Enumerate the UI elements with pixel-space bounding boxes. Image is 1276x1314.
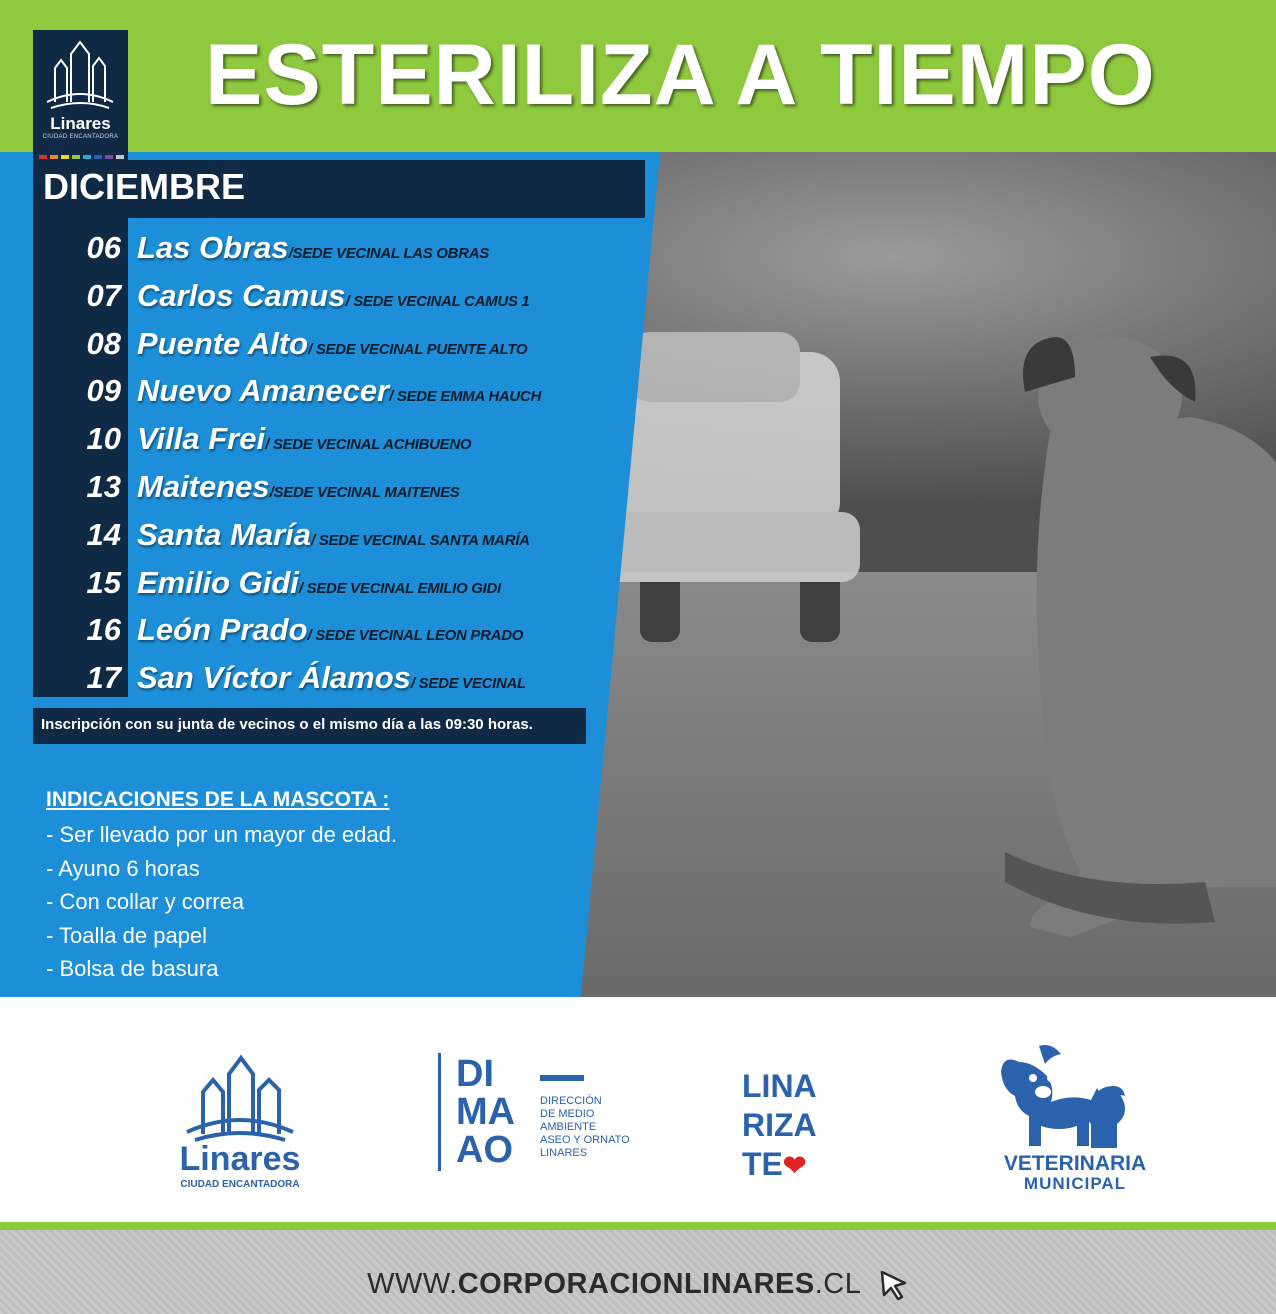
logo-color-dot bbox=[72, 155, 80, 159]
linarizate-line: TE bbox=[742, 1146, 783, 1182]
schedule-place: León Prado bbox=[137, 612, 308, 648]
dimao-text-line: DE MEDIO bbox=[540, 1108, 595, 1120]
inscription-note: Inscripción con su junta de vecinos o el mismo día a las 09:30 horas. bbox=[41, 716, 533, 733]
schedule-place: San Víctor Álamos bbox=[137, 660, 411, 696]
footer-linares-subtitle: CIUDAD ENCANTADORA bbox=[180, 1179, 300, 1190]
linarizate-line: LINA bbox=[742, 1068, 817, 1104]
schedule-row bbox=[33, 228, 653, 276]
castle-icon bbox=[33, 30, 128, 114]
schedule-row bbox=[33, 419, 653, 467]
logo-color-dot bbox=[50, 155, 58, 159]
schedule-row bbox=[33, 276, 653, 324]
schedule-row bbox=[33, 515, 653, 563]
schedule-place: Maitenes bbox=[137, 468, 270, 504]
indication-item: - Ser llevado por un mayor de edad. bbox=[46, 822, 397, 847]
month-label: DICIEMBRE bbox=[43, 166, 246, 207]
logo-color-dot bbox=[39, 155, 47, 159]
url-suffix: .CL bbox=[814, 1268, 861, 1300]
schedule-day: 15 bbox=[86, 564, 121, 600]
indications-list bbox=[46, 818, 397, 986]
dimao-description bbox=[540, 1095, 630, 1160]
dimao-text-line: LINARES bbox=[540, 1147, 588, 1159]
dimao-letters bbox=[456, 1055, 515, 1169]
schedule-place: Emilio Gidi bbox=[137, 564, 299, 600]
schedule-location bbox=[137, 371, 541, 417]
schedule-list bbox=[33, 228, 653, 706]
schedule-day: 10 bbox=[86, 421, 121, 457]
logo-color-strip bbox=[39, 155, 124, 159]
url-prefix: WWW. bbox=[367, 1268, 458, 1300]
indication-item: - Toalla de papel bbox=[46, 922, 208, 948]
dimao-letters-line: DI bbox=[456, 1053, 494, 1095]
website-url[interactable] bbox=[0, 1268, 1276, 1301]
indication-item: - Ayuno 6 horas bbox=[46, 855, 200, 881]
schedule-venue: / SEDE VECINAL EMILIO GIDI bbox=[298, 579, 501, 597]
linares-logo-header bbox=[33, 30, 128, 152]
dimao-letters-line: AO bbox=[456, 1129, 513, 1171]
logo-name: Linares bbox=[50, 114, 111, 133]
schedule-location bbox=[137, 276, 529, 322]
veterinaria-logo bbox=[985, 1042, 1165, 1192]
header-banner bbox=[0, 0, 1276, 152]
schedule-location bbox=[137, 419, 471, 465]
linarizate-logo bbox=[742, 1067, 817, 1185]
schedule-venue: / SEDE VECINAL SANTA MARÍA bbox=[311, 531, 530, 549]
indications-title: INDICACIONES DE LA MASCOTA : bbox=[46, 788, 390, 811]
logo-subtitle: CIUDAD ENCANTADORA bbox=[42, 134, 119, 140]
schedule-venue: / SEDE VECINAL LEON PRADO bbox=[307, 627, 524, 645]
schedule-place: Santa María bbox=[137, 516, 312, 552]
schedule-venue: / SEDE VECINAL CAMUS 1 bbox=[345, 292, 530, 310]
url-main: CORPORACIONLINARES bbox=[457, 1268, 815, 1300]
veterinaria-name: VETERINARIA bbox=[1003, 1152, 1147, 1175]
cursor-icon bbox=[879, 1269, 909, 1301]
schedule-day: 13 bbox=[86, 468, 121, 504]
dimao-text-line: DIRECCIÓN bbox=[540, 1095, 602, 1107]
schedule-venue: / SEDE VECINAL ACHIBUENO bbox=[265, 436, 472, 454]
dimao-text-line: AMBIENTE bbox=[540, 1121, 597, 1133]
schedule-location bbox=[137, 610, 523, 656]
schedule-row bbox=[33, 563, 653, 611]
schedule-day: 17 bbox=[86, 660, 121, 696]
schedule-day: 14 bbox=[86, 516, 121, 552]
schedule-place: Puente Alto bbox=[137, 325, 309, 361]
schedule-location bbox=[137, 228, 489, 274]
schedule-location bbox=[137, 658, 526, 704]
schedule-day: 08 bbox=[86, 325, 121, 361]
logo-color-dot bbox=[94, 155, 102, 159]
schedule-location bbox=[137, 467, 460, 513]
schedule-venue: /SEDE VECINAL LAS OBRAS bbox=[288, 245, 489, 262]
logo-color-dot bbox=[61, 155, 69, 159]
schedule-venue: /SEDE VECINAL MAITENES bbox=[269, 483, 460, 501]
dimao-letters-line: MA bbox=[456, 1091, 516, 1133]
schedule-row bbox=[33, 371, 653, 419]
schedule-row bbox=[33, 324, 653, 372]
website-bar bbox=[0, 1230, 1276, 1314]
linares-logo-footer bbox=[165, 1052, 315, 1192]
dimao-logo bbox=[438, 1053, 638, 1173]
castle-icon bbox=[165, 1052, 315, 1142]
indication-item: - Con collar y correa bbox=[46, 889, 245, 914]
linarizate-line: RIZA bbox=[742, 1107, 817, 1143]
schedule-location bbox=[137, 563, 501, 609]
schedule-place: Las Obras bbox=[137, 230, 289, 265]
schedule-venue: / SEDE VECINAL PUENTE ALTO bbox=[308, 340, 528, 358]
schedule-place: Carlos Camus bbox=[137, 277, 346, 313]
page-title: ESTERILIZA A TIEMPO bbox=[205, 27, 1156, 123]
schedule-place: Nuevo Amanecer bbox=[137, 373, 390, 409]
schedule-location bbox=[137, 324, 527, 370]
logo-color-dot bbox=[83, 155, 91, 159]
logo-color-dot bbox=[105, 155, 113, 159]
indication-item: - Bolsa de basura bbox=[46, 956, 219, 981]
dog-and-cat-icon bbox=[999, 1042, 1151, 1150]
schedule-row bbox=[33, 610, 653, 658]
footer-linares-name: Linares bbox=[179, 1140, 301, 1178]
heart-icon: ❤ bbox=[782, 1150, 807, 1181]
logo-color-dot bbox=[116, 155, 124, 159]
schedule-day: 07 bbox=[86, 277, 121, 313]
schedule-venue: / SEDE EMMA HAUCH bbox=[389, 388, 541, 406]
schedule-day: 09 bbox=[86, 373, 121, 409]
schedule-day: 16 bbox=[86, 612, 121, 648]
dimao-divider bbox=[438, 1053, 441, 1171]
footer-green-line bbox=[0, 1222, 1276, 1230]
footer-logos bbox=[0, 997, 1276, 1222]
schedule-place: Villa Frei bbox=[137, 421, 266, 457]
dimao-dash bbox=[540, 1075, 584, 1081]
schedule-location bbox=[137, 515, 530, 561]
schedule-day: 06 bbox=[86, 230, 121, 265]
veterinaria-subtitle: MUNICIPAL bbox=[1023, 1174, 1127, 1193]
dimao-text-line: ASEO Y ORNATO bbox=[540, 1134, 630, 1146]
schedule-venue: / SEDE VECINAL bbox=[410, 675, 526, 693]
schedule-row bbox=[33, 658, 653, 706]
schedule-row bbox=[33, 467, 653, 515]
